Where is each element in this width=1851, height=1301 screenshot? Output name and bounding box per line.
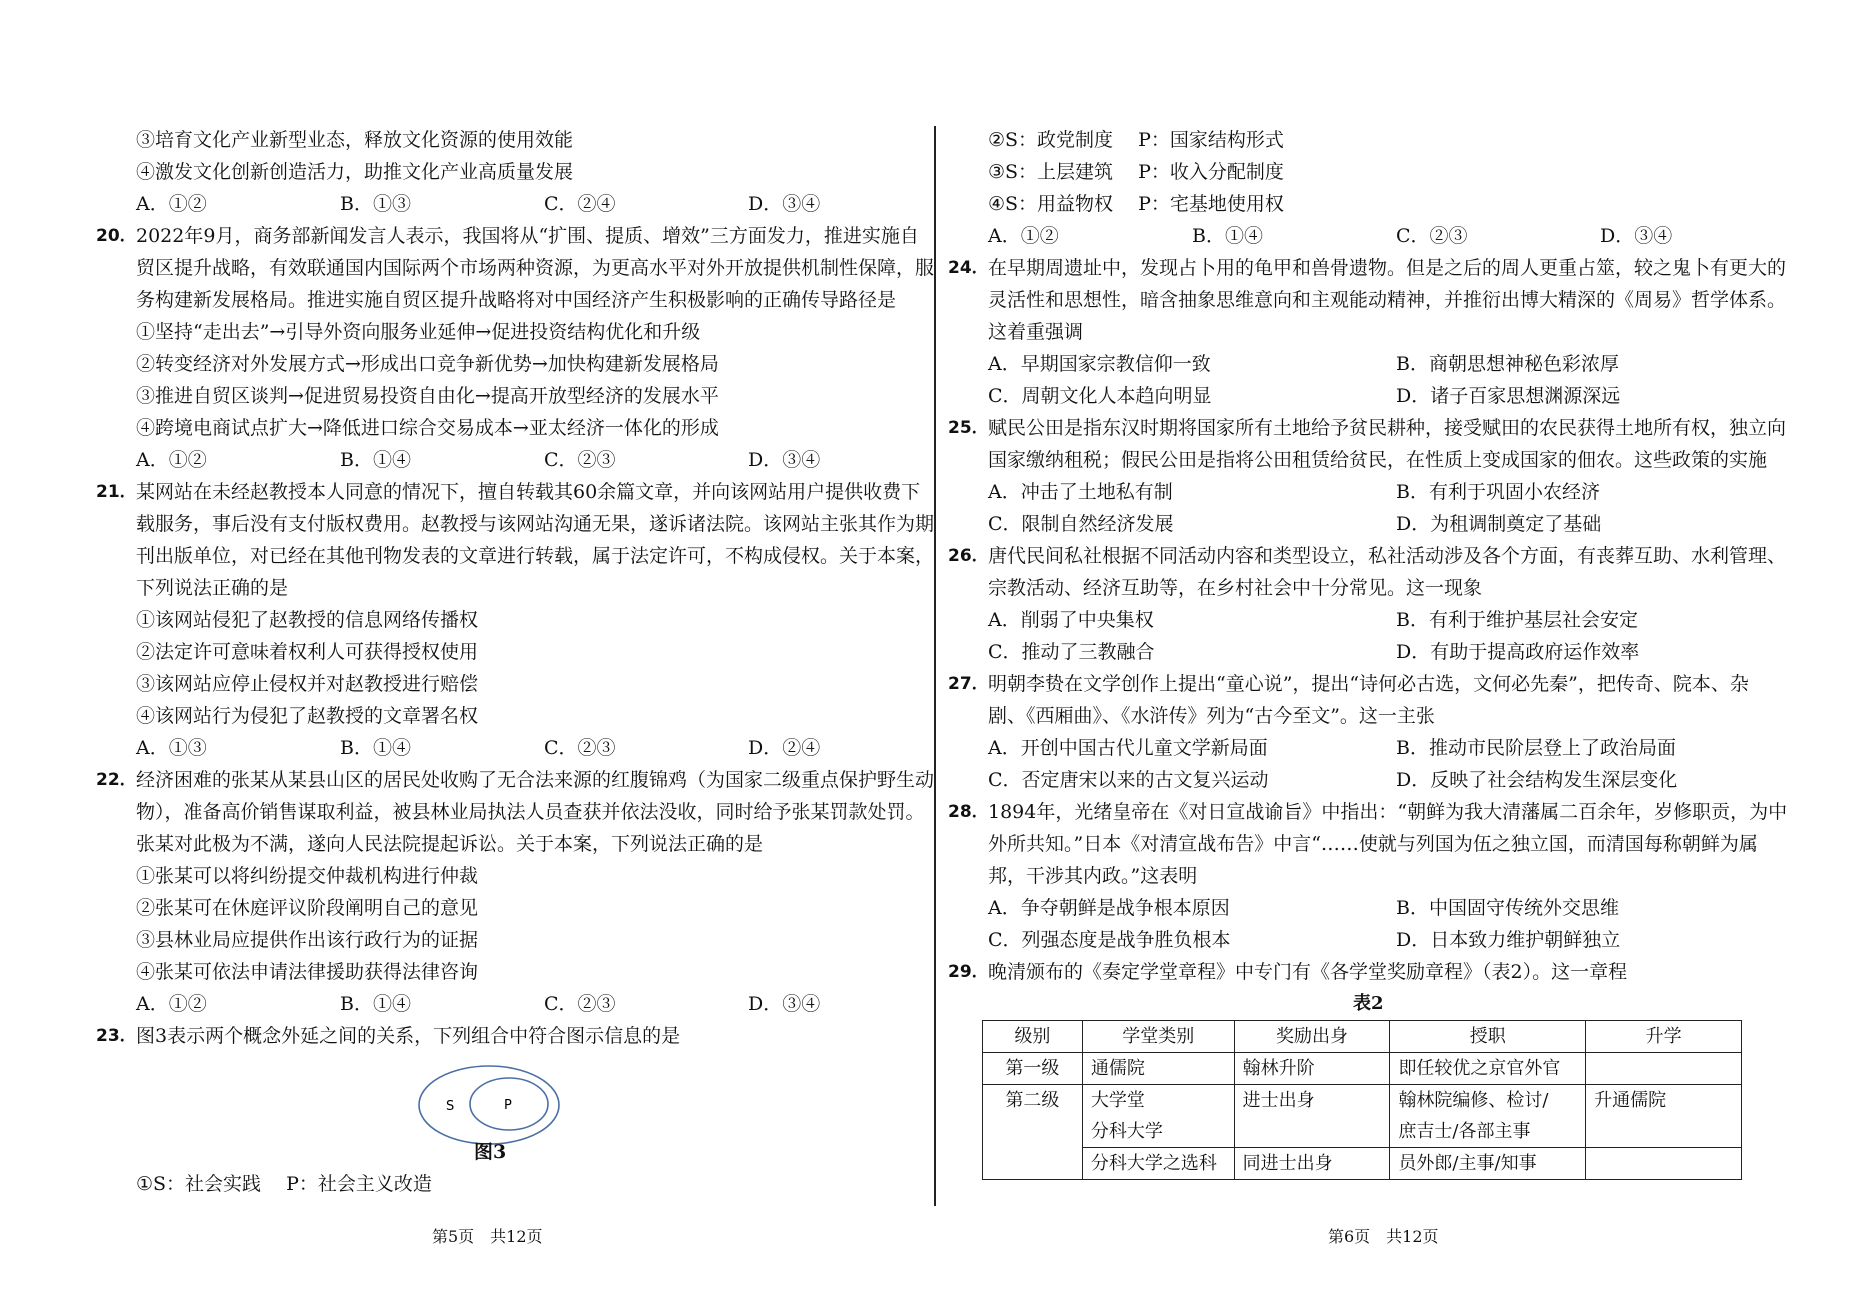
answer-b: B．①④ xyxy=(340,993,411,1015)
table-row xyxy=(983,1148,1742,1180)
table-cell: 第二级 xyxy=(983,1085,1083,1180)
question-text: 唐代民间私社根据不同活动内容和类型设立，私社活动涉及各个方面，有丧葬互助、水利管理、 xyxy=(988,545,1787,567)
table-cell: 同进士出身 xyxy=(1234,1148,1390,1180)
answer-a: A．冲击了土地私有制 xyxy=(988,481,1173,503)
option-line: ①该网站侵犯了赵教授的信息网络传播权 xyxy=(136,609,479,631)
table-cell: 第一级 xyxy=(983,1053,1083,1085)
answer-b: B．①④ xyxy=(340,449,411,471)
question-text: 邦，干涉其内政。”这表明 xyxy=(988,865,1198,887)
answer-c: C．周朝文化人本趋向明显 xyxy=(988,385,1212,407)
answer-c: C．否定唐宋以来的古文复兴运动 xyxy=(988,769,1269,791)
answer-b: B．商朝思想神秘色彩浓厚 xyxy=(1396,353,1619,375)
table-cell: 通儒院 xyxy=(1082,1053,1234,1085)
answer-c: C．限制自然经济发展 xyxy=(988,513,1174,535)
table-caption: 表2 xyxy=(1353,993,1384,1014)
option-line: ①张某可以将纠纷提交仲裁机构进行仲裁 xyxy=(136,865,479,887)
answer-c: C．②③ xyxy=(544,993,616,1015)
question-text: 务构建新发展格局。推进实施自贸区提升战略将对中国经济产生积极影响的正确传导路径是 xyxy=(136,289,897,311)
answer-a: A．①② xyxy=(136,449,207,471)
page-footer-right: 第6页 共12页 xyxy=(1328,1227,1439,1246)
answer-c: C．列强态度是战争胜负根本 xyxy=(988,929,1231,951)
answer-b: B．中国固守传统外交思维 xyxy=(1396,897,1619,919)
option-line: ④该网站行为侵犯了赵教授的文章署名权 xyxy=(136,705,479,727)
question-text: 剧、《西厢曲》、《水浒传》列为“古今至文”。这一主张 xyxy=(988,705,1435,727)
question-text: 赋民公田是指东汉时期将国家所有土地给予贫民耕种，接受赋田的农民获得土地所有权，独立向 xyxy=(988,417,1787,439)
table-row xyxy=(983,1085,1742,1117)
table-cell: 进士出身 xyxy=(1234,1085,1390,1148)
question-text: 刊出版单位，对已经在其他刊物发表的文章进行转载，属于法定许可，不构成侵权。关于本案， xyxy=(136,545,935,567)
question-text: 在早期周遗址中，发现占卜用的龟甲和兽骨遗物。但是之后的周人更重占筮，较之鬼卜有更大的 xyxy=(988,257,1787,279)
option-line: ③县林业局应提供作出该行政行为的证据 xyxy=(136,929,479,951)
question-number: 20． xyxy=(96,226,137,246)
option-line: ④跨境电商试点扩大→降低进口综合交易成本→亚太经济一体化的形成 xyxy=(136,417,719,439)
venn-label-p: P xyxy=(504,1098,512,1113)
option-line: ④激发文化创新创造活力，助推文化产业高质量发展 xyxy=(136,161,574,183)
figure-caption: 图3 xyxy=(474,1141,507,1163)
table-cell: 员外郎/主事/知事 xyxy=(1390,1148,1586,1180)
answer-d: D．为租调制奠定了基础 xyxy=(1396,513,1602,535)
question-number: 27． xyxy=(948,674,989,694)
option-line: ①坚持“走出去”→引导外资向服务业延伸→促进投资结构优化和升级 xyxy=(136,321,701,343)
table-header-cell: 升学 xyxy=(1586,1021,1742,1053)
answer-d: D．日本致力维护朝鲜独立 xyxy=(1396,929,1621,951)
answer-d: D．②④ xyxy=(748,737,821,759)
table-header-row xyxy=(983,1021,1742,1053)
answer-b: B．①④ xyxy=(1192,225,1263,247)
question-text: 宗教活动、经济互助等，在乡村社会中十分常见。这一现象 xyxy=(988,577,1483,599)
table-header-cell: 授职 xyxy=(1390,1021,1586,1053)
answer-a: A．削弱了中央集权 xyxy=(988,609,1154,631)
option-line: ②法定许可意味着权利人可获得授权使用 xyxy=(136,641,479,663)
table-cell: 分科大学 xyxy=(1082,1116,1234,1148)
question-text: 国家缴纳租税；假民公田是指将公田租赁给贫民，在性质上变成国家的佃农。这些政策的实施 xyxy=(988,449,1768,471)
option-line: ②张某可在休庭评议阶段阐明自己的意见 xyxy=(136,897,479,919)
answer-b: B．①③ xyxy=(340,193,411,215)
answer-a: A．①② xyxy=(136,993,207,1015)
answer-d: D．诸子百家思想渊源深远 xyxy=(1396,385,1621,407)
table-cell: 分科大学之选科 xyxy=(1082,1148,1234,1180)
option-line: ③该网站应停止侵权并对赵教授进行赔偿 xyxy=(136,673,479,695)
option-line: ③S：上层建筑 P：收入分配制度 xyxy=(988,161,1284,183)
venn-outer-ellipse xyxy=(419,1066,559,1144)
question-text: 某网站在未经赵教授本人同意的情况下，擅自转载其60余篇文章，并向该网站用户提供收费下 xyxy=(136,481,921,503)
question-text: 下列说法正确的是 xyxy=(136,577,289,599)
table-cell: 庶吉士/各部主事 xyxy=(1390,1116,1586,1148)
table-cell: 翰林升阶 xyxy=(1234,1053,1390,1085)
question-text: 外所共知。”日本《对清宣战布告》中言“……使就与列国为伍之独立国，而清国每称朝鲜为属 xyxy=(988,833,1758,855)
table-row xyxy=(983,1053,1742,1085)
answer-c: C．推动了三教融合 xyxy=(988,641,1155,663)
answer-d: D．反映了社会结构发生深层变化 xyxy=(1396,769,1678,791)
question-text: 灵活性和思想性，暗含抽象思维意向和主观能动精神，并推衍出博大精深的《周易》哲学体系。 xyxy=(988,289,1787,311)
answer-a: A．①② xyxy=(988,225,1059,247)
question-text: 物），准备高价销售谋取利益，被县林业局执法人员查获并依法没收，同时给予张某罚款处罚。 xyxy=(136,801,925,823)
answer-c: C．②④ xyxy=(544,193,616,215)
question-text: 晚清颁布的《奏定学堂章程》中专门有《各学堂奖励章程》（表2）。这一章程 xyxy=(988,961,1628,983)
answer-a: A．①③ xyxy=(136,737,207,759)
option-line: ③推进自贸区谈判→促进贸易投资自由化→提高开放型经济的发展水平 xyxy=(136,385,719,407)
answer-c: C．②③ xyxy=(544,449,616,471)
question-text: 明朝李贽在文学创作上提出“童心说”，提出“诗何必古选，文何必先秦”，把传奇、院本、杂 xyxy=(988,673,1749,695)
question-text: 张某对此极为不满，遂向人民法院提起诉讼。关于本案，下列说法正确的是 xyxy=(136,833,764,855)
question-number: 29． xyxy=(948,962,989,982)
question-number: 25． xyxy=(948,418,989,438)
answer-d: D．③④ xyxy=(748,193,821,215)
option-line: ④S：用益物权 P：宅基地使用权 xyxy=(988,193,1284,215)
table-cell xyxy=(1586,1053,1742,1085)
page-footer-left: 第5页 共12页 xyxy=(432,1227,543,1246)
option-line: ②S：政党制度 P：国家结构形式 xyxy=(988,129,1284,151)
question-text: 1894年，光绪皇帝在《对日宣战谕旨》中指出：“朝鲜为我大清藩属二百余年，岁修职贡，为中 xyxy=(988,801,1788,823)
question-number: 24． xyxy=(948,258,989,278)
answer-d: D．③④ xyxy=(748,449,821,471)
answer-c: C．②③ xyxy=(544,737,616,759)
answer-a: A．早期国家宗教信仰一致 xyxy=(988,353,1211,375)
answer-b: B．推动市民阶层登上了政治局面 xyxy=(1396,737,1676,759)
answer-b: B．有利于维护基层社会安定 xyxy=(1396,609,1638,631)
question-text: 经济困难的张某从某县山区的居民处收购了无合法来源的红腹锦鸡（为国家二级重点保护野生动 xyxy=(136,769,935,791)
column-divider xyxy=(934,126,936,1206)
question-text: 图3表示两个概念外延之间的关系，下列组合中符合图示信息的是 xyxy=(136,1025,681,1047)
option-line: ③培育文化产业新型业态，释放文化资源的使用效能 xyxy=(136,129,574,151)
question-text: 贸区提升战略，有效联通国内国际两个市场两种资源，为更高水平对外开放提供机制性保障，服 xyxy=(136,257,935,279)
question-number: 23． xyxy=(96,1026,137,1046)
table-header-cell: 级别 xyxy=(983,1021,1083,1053)
answer-c: C．②③ xyxy=(1396,225,1468,247)
question-number: 28． xyxy=(948,802,989,822)
table-cell: 即任较优之京官外官 xyxy=(1390,1053,1586,1085)
answer-a: A．争夺朝鲜是战争根本原因 xyxy=(988,897,1230,919)
question-text: 2022年9月，商务部新闻发言人表示，我国将从“扩围、提质、增效”三方面发力，推进实施自 xyxy=(136,225,919,247)
question-text: 这着重强调 xyxy=(988,321,1084,343)
table-cell xyxy=(1586,1148,1742,1180)
question-number: 22． xyxy=(96,770,137,790)
answer-a: A．①② xyxy=(136,193,207,215)
option-line: ①S：社会实践 P：社会主义改造 xyxy=(136,1173,432,1195)
option-line: ④张某可依法申请法律援助获得法律咨询 xyxy=(136,961,479,983)
table-cell: 大学堂 xyxy=(1082,1085,1234,1117)
option-line: ②转变经济对外发展方式→形成出口竞争新优势→加快构建新发展格局 xyxy=(136,353,719,375)
table-cell: 翰林院编修、检讨/ xyxy=(1390,1085,1586,1117)
answer-d: D．有助于提高政府运作效率 xyxy=(1396,641,1640,663)
answer-b: B．有利于巩固小农经济 xyxy=(1396,481,1600,503)
question-text: 载服务，事后没有支付版权费用。赵教授与该网站沟通无果，遂诉诸法院。该网站主张其作为期 xyxy=(136,513,935,535)
answer-a: A．开创中国古代儿童文学新局面 xyxy=(988,737,1268,759)
question-number: 21． xyxy=(96,482,137,502)
table-header-cell: 学堂类别 xyxy=(1082,1021,1234,1053)
venn-label-s: S xyxy=(446,1099,455,1114)
answer-d: D．③④ xyxy=(1600,225,1673,247)
table-cell: 升通儒院 xyxy=(1586,1085,1742,1148)
rewards-table xyxy=(982,1020,1742,1180)
answer-b: B．①④ xyxy=(340,737,411,759)
answer-d: D．③④ xyxy=(748,993,821,1015)
question-number: 26． xyxy=(948,546,989,566)
table-header-cell: 奖励出身 xyxy=(1234,1021,1390,1053)
